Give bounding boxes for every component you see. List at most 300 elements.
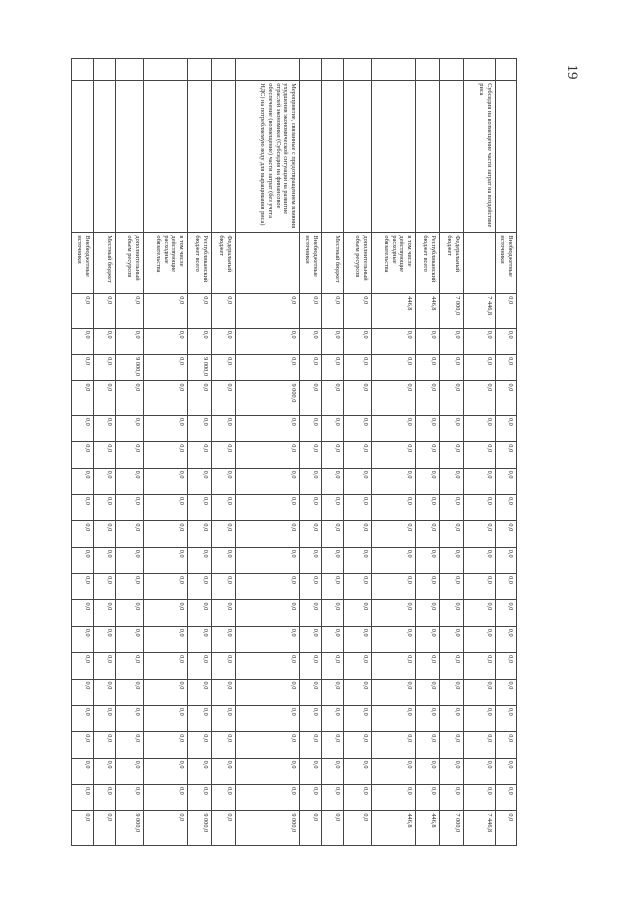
value-cell: 0,0 — [464, 758, 496, 784]
source-cell: Федеральный бюджет — [212, 233, 236, 294]
table-row — [440, 59, 464, 846]
value-cell: 9 000,0 — [236, 811, 300, 846]
measure-name-cell — [212, 81, 236, 233]
value-cell: 0,0 — [236, 626, 300, 652]
value-cell: 0,0 — [116, 626, 144, 652]
source-cell: Внебюджетные источники — [496, 233, 517, 294]
value-cell: 0,0 — [94, 521, 116, 547]
value-cell: 0,0 — [212, 705, 236, 731]
value-cell: 0,0 — [464, 653, 496, 679]
source-cell: Местный бюджет — [94, 233, 116, 294]
value-cell: 0,0 — [94, 574, 116, 600]
value-cell: 0,0 — [94, 468, 116, 494]
value-cell: 0,0 — [300, 521, 322, 547]
row-index-cell — [94, 59, 116, 81]
measure-name-cell — [322, 81, 344, 233]
value-cell: 0,0 — [212, 495, 236, 521]
value-cell: 0,0 — [440, 381, 464, 415]
value-cell: 0,0 — [372, 574, 416, 600]
value-cell: 0,0 — [72, 468, 94, 494]
value-cell: 0,0 — [212, 521, 236, 547]
value-cell: 0,0 — [188, 495, 212, 521]
value-cell: 7 446,8 — [464, 811, 496, 846]
value-cell: 0,0 — [144, 415, 188, 441]
value-cell: 0,0 — [322, 600, 344, 626]
value-cell: 0,0 — [188, 626, 212, 652]
value-cell: 0,0 — [416, 732, 440, 758]
value-cell: 0,0 — [300, 732, 322, 758]
value-cell: 0,0 — [72, 328, 94, 354]
value-cell: 0,0 — [322, 495, 344, 521]
value-cell: 0,0 — [440, 355, 464, 381]
value-cell: 0,0 — [116, 653, 144, 679]
value-cell: 0,0 — [372, 328, 416, 354]
value-cell: 0,0 — [94, 811, 116, 846]
value-cell: 0,0 — [372, 600, 416, 626]
value-cell: 0,0 — [440, 705, 464, 731]
table-row — [300, 59, 322, 846]
value-cell: 9 000,0 — [188, 355, 212, 381]
value-cell: 0,0 — [236, 328, 300, 354]
value-cell: 0,0 — [144, 355, 188, 381]
value-cell: 0,0 — [94, 653, 116, 679]
value-cell: 0,0 — [496, 294, 517, 328]
value-cell: 0,0 — [372, 705, 416, 731]
value-cell: 0,0 — [144, 705, 188, 731]
value-cell: 0,0 — [300, 355, 322, 381]
value-cell: 0,0 — [116, 574, 144, 600]
value-cell: 0,0 — [372, 784, 416, 810]
value-cell: 0,0 — [144, 442, 188, 468]
value-cell: 0,0 — [188, 442, 212, 468]
value-cell: 0,0 — [300, 784, 322, 810]
value-cell: 0,0 — [116, 415, 144, 441]
value-cell: 0,0 — [116, 294, 144, 328]
measure-name-cell — [116, 81, 144, 233]
source-cell: Внебюджетные источники — [300, 233, 322, 294]
value-cell: 0,0 — [322, 547, 344, 573]
measure-name-cell — [94, 81, 116, 233]
value-cell: 0,0 — [496, 732, 517, 758]
value-cell: 0,0 — [212, 442, 236, 468]
value-cell: 0,0 — [72, 415, 94, 441]
value-cell: 0,0 — [440, 574, 464, 600]
row-index-cell — [416, 59, 440, 81]
value-cell: 0,0 — [236, 468, 300, 494]
value-cell: 0,0 — [116, 442, 144, 468]
value-cell: 0,0 — [496, 521, 517, 547]
value-cell: 0,0 — [344, 600, 372, 626]
value-cell: 0,0 — [212, 468, 236, 494]
value-cell: 0,0 — [372, 732, 416, 758]
value-cell: 0,0 — [440, 442, 464, 468]
value-cell: 0,0 — [496, 679, 517, 705]
value-cell: 0,0 — [72, 521, 94, 547]
value-cell: 0,0 — [72, 547, 94, 573]
value-cell: 0,0 — [344, 328, 372, 354]
value-cell: 0,0 — [116, 679, 144, 705]
table-row — [416, 59, 440, 846]
value-cell: 0,0 — [212, 415, 236, 441]
value-cell: 7 000,0 — [440, 811, 464, 846]
value-cell: 0,0 — [72, 811, 94, 846]
value-cell: 0,0 — [464, 521, 496, 547]
value-cell: 0,0 — [464, 600, 496, 626]
value-cell: 0,0 — [496, 355, 517, 381]
value-cell: 0,0 — [372, 626, 416, 652]
value-cell: 0,0 — [188, 547, 212, 573]
value-cell: 0,0 — [188, 574, 212, 600]
value-cell: 0,0 — [94, 442, 116, 468]
source-cell: в том числе действующие расходные обязательства — [144, 233, 188, 294]
value-cell: 0,0 — [188, 653, 212, 679]
value-cell: 0,0 — [416, 705, 440, 731]
value-cell: 0,0 — [464, 574, 496, 600]
value-cell: 0,0 — [344, 381, 372, 415]
value-cell: 0,0 — [72, 705, 94, 731]
value-cell: 9 000,0 — [116, 355, 144, 381]
value-cell: 0,0 — [94, 328, 116, 354]
value-cell: 0,0 — [212, 784, 236, 810]
value-cell: 0,0 — [416, 758, 440, 784]
value-cell: 0,0 — [236, 442, 300, 468]
row-index-cell — [440, 59, 464, 81]
value-cell: 0,0 — [322, 521, 344, 547]
value-cell: 0,0 — [188, 600, 212, 626]
value-cell: 0,0 — [440, 547, 464, 573]
row-index-cell — [344, 59, 372, 81]
value-cell: 0,0 — [372, 468, 416, 494]
value-cell: 0,0 — [236, 521, 300, 547]
value-cell: 446,8 — [416, 811, 440, 846]
value-cell: 0,0 — [464, 415, 496, 441]
value-cell: 0,0 — [144, 294, 188, 328]
measure-name-cell — [144, 81, 188, 233]
value-cell: 0,0 — [322, 328, 344, 354]
value-cell: 0,0 — [440, 679, 464, 705]
value-cell: 0,0 — [440, 415, 464, 441]
value-cell: 0,0 — [236, 732, 300, 758]
value-cell: 0,0 — [322, 294, 344, 328]
value-cell: 0,0 — [496, 626, 517, 652]
value-cell: 0,0 — [188, 521, 212, 547]
value-cell: 0,0 — [116, 495, 144, 521]
value-cell: 0,0 — [464, 547, 496, 573]
row-index-cell — [188, 59, 212, 81]
value-cell: 0,0 — [344, 521, 372, 547]
value-cell: 7 446,8 — [464, 294, 496, 328]
value-cell: 0,0 — [72, 600, 94, 626]
value-cell: 0,0 — [344, 653, 372, 679]
budget-table — [71, 58, 517, 846]
value-cell: 0,0 — [440, 495, 464, 521]
value-cell: 0,0 — [496, 442, 517, 468]
value-cell: 0,0 — [300, 626, 322, 652]
value-cell: 0,0 — [464, 784, 496, 810]
table-row — [188, 59, 212, 846]
row-index-cell — [72, 59, 94, 81]
measure-name-cell — [300, 81, 322, 233]
value-cell: 0,0 — [322, 442, 344, 468]
value-cell: 0,0 — [300, 442, 322, 468]
value-cell: 0,0 — [188, 381, 212, 415]
source-cell: Республиканский бюджет всего — [188, 233, 212, 294]
value-cell: 0,0 — [496, 495, 517, 521]
measure-name-cell — [372, 81, 416, 233]
value-cell: 0,0 — [372, 355, 416, 381]
value-cell: 0,0 — [72, 442, 94, 468]
value-cell: 0,0 — [496, 811, 517, 846]
value-cell: 0,0 — [144, 811, 188, 846]
value-cell: 0,0 — [116, 328, 144, 354]
value-cell: 0,0 — [416, 442, 440, 468]
value-cell: 0,0 — [236, 758, 300, 784]
value-cell: 0,0 — [416, 626, 440, 652]
value-cell: 0,0 — [496, 415, 517, 441]
value-cell: 0,0 — [496, 784, 517, 810]
value-cell: 0,0 — [212, 811, 236, 846]
table-row — [212, 59, 236, 846]
table-row — [464, 59, 496, 846]
value-cell: 0,0 — [94, 758, 116, 784]
value-cell: 0,0 — [212, 600, 236, 626]
value-cell: 0,0 — [440, 758, 464, 784]
measure-name-cell — [188, 81, 212, 233]
value-cell: 0,0 — [72, 381, 94, 415]
value-cell: 0,0 — [116, 784, 144, 810]
value-cell: 0,0 — [300, 679, 322, 705]
value-cell: 0,0 — [416, 521, 440, 547]
value-cell: 0,0 — [116, 547, 144, 573]
value-cell: 0,0 — [72, 758, 94, 784]
value-cell: 0,0 — [116, 758, 144, 784]
measure-name-cell — [416, 81, 440, 233]
value-cell: 0,0 — [94, 355, 116, 381]
value-cell: 0,0 — [94, 705, 116, 731]
value-cell: 0,0 — [344, 495, 372, 521]
value-cell: 7 000,0 — [440, 294, 464, 328]
value-cell: 0,0 — [416, 328, 440, 354]
value-cell: 0,0 — [416, 679, 440, 705]
value-cell: 0,0 — [300, 811, 322, 846]
value-cell: 0,0 — [344, 679, 372, 705]
value-cell: 0,0 — [236, 653, 300, 679]
value-cell: 0,0 — [212, 355, 236, 381]
value-cell: 0,0 — [464, 495, 496, 521]
value-cell: 0,0 — [322, 574, 344, 600]
value-cell: 0,0 — [344, 811, 372, 846]
source-cell: Местный бюджет — [322, 233, 344, 294]
value-cell: 0,0 — [372, 521, 416, 547]
value-cell: 0,0 — [300, 758, 322, 784]
value-cell: 0,0 — [416, 381, 440, 415]
value-cell: 0,0 — [72, 732, 94, 758]
value-cell: 0,0 — [72, 626, 94, 652]
value-cell: 0,0 — [344, 415, 372, 441]
value-cell: 0,0 — [344, 442, 372, 468]
value-cell: 0,0 — [144, 653, 188, 679]
value-cell: 446,8 — [372, 811, 416, 846]
measure-name-cell — [496, 81, 517, 233]
source-cell: Республиканский бюджет всего — [416, 233, 440, 294]
value-cell: 0,0 — [372, 381, 416, 415]
value-cell: 0,0 — [144, 495, 188, 521]
row-index-cell — [300, 59, 322, 81]
value-cell: 0,0 — [300, 468, 322, 494]
value-cell: 0,0 — [236, 294, 300, 328]
value-cell: 0,0 — [372, 758, 416, 784]
value-cell: 0,0 — [72, 784, 94, 810]
value-cell: 0,0 — [236, 547, 300, 573]
table-row — [72, 59, 94, 846]
value-cell: 0,0 — [416, 415, 440, 441]
value-cell: 0,0 — [236, 705, 300, 731]
source-cell — [236, 233, 300, 294]
value-cell: 0,0 — [300, 653, 322, 679]
table-row — [94, 59, 116, 846]
value-cell: 0,0 — [372, 442, 416, 468]
value-cell: 0,0 — [464, 705, 496, 731]
value-cell: 0,0 — [464, 679, 496, 705]
value-cell: 0,0 — [188, 415, 212, 441]
row-index-cell — [372, 59, 416, 81]
value-cell: 0,0 — [464, 732, 496, 758]
value-cell: 0,0 — [440, 626, 464, 652]
value-cell: 0,0 — [144, 784, 188, 810]
value-cell: 0,0 — [322, 468, 344, 494]
value-cell: 0,0 — [344, 355, 372, 381]
value-cell: 0,0 — [372, 653, 416, 679]
value-cell: 0,0 — [300, 415, 322, 441]
source-cell — [464, 233, 496, 294]
value-cell: 0,0 — [212, 679, 236, 705]
value-cell: 0,0 — [144, 758, 188, 784]
value-cell: 0,0 — [236, 355, 300, 381]
value-cell: 0,0 — [94, 600, 116, 626]
value-cell: 9 000,0 — [116, 811, 144, 846]
value-cell: 0,0 — [344, 758, 372, 784]
value-cell: 0,0 — [72, 679, 94, 705]
value-cell: 0,0 — [212, 547, 236, 573]
value-cell: 0,0 — [116, 521, 144, 547]
value-cell: 0,0 — [344, 626, 372, 652]
value-cell: 0,0 — [72, 495, 94, 521]
value-cell: 0,0 — [416, 468, 440, 494]
value-cell: 0,0 — [94, 381, 116, 415]
value-cell: 0,0 — [464, 355, 496, 381]
value-cell: 0,0 — [344, 547, 372, 573]
value-cell: 0,0 — [188, 758, 212, 784]
value-cell: 0,0 — [144, 381, 188, 415]
value-cell: 0,0 — [188, 705, 212, 731]
value-cell: 0,0 — [236, 574, 300, 600]
value-cell: 0,0 — [212, 626, 236, 652]
value-cell: 9 000,0 — [188, 811, 212, 846]
page-number: 19 — [564, 64, 581, 80]
value-cell: 0,0 — [416, 600, 440, 626]
table-row — [116, 59, 144, 846]
value-cell: 0,0 — [94, 415, 116, 441]
value-cell: 0,0 — [144, 521, 188, 547]
value-cell: 0,0 — [322, 653, 344, 679]
value-cell: 0,0 — [94, 626, 116, 652]
value-cell: 0,0 — [212, 758, 236, 784]
value-cell: 0,0 — [236, 784, 300, 810]
value-cell: 0,0 — [236, 679, 300, 705]
value-cell: 0,0 — [188, 784, 212, 810]
value-cell: 0,0 — [372, 415, 416, 441]
table-row — [344, 59, 372, 846]
value-cell: 0,0 — [322, 381, 344, 415]
source-cell: дополнительный объем ресурсов — [116, 233, 144, 294]
value-cell: 0,0 — [236, 600, 300, 626]
value-cell: 0,0 — [212, 574, 236, 600]
value-cell: 0,0 — [496, 547, 517, 573]
value-cell: 0,0 — [144, 547, 188, 573]
row-index-cell — [322, 59, 344, 81]
source-cell: Федеральный бюджет — [440, 233, 464, 294]
value-cell: 0,0 — [94, 784, 116, 810]
value-cell: 0,0 — [188, 732, 212, 758]
value-cell: 0,0 — [144, 468, 188, 494]
value-cell: 0,0 — [236, 495, 300, 521]
value-cell: 0,0 — [416, 653, 440, 679]
value-cell: 0,0 — [322, 705, 344, 731]
value-cell: 0,0 — [322, 758, 344, 784]
value-cell: 0,0 — [212, 732, 236, 758]
value-cell: 0,0 — [300, 705, 322, 731]
value-cell: 0,0 — [116, 705, 144, 731]
source-cell: в том числе действующие расходные обязательства — [372, 233, 416, 294]
value-cell: 0,0 — [344, 784, 372, 810]
value-cell: 0,0 — [440, 328, 464, 354]
value-cell: 0,0 — [212, 328, 236, 354]
value-cell: 0,0 — [322, 732, 344, 758]
value-cell: 0,0 — [300, 574, 322, 600]
value-cell: 0,0 — [440, 653, 464, 679]
value-cell: 0,0 — [94, 547, 116, 573]
value-cell: 0,0 — [416, 574, 440, 600]
value-cell: 0,0 — [496, 705, 517, 731]
value-cell: 0,0 — [144, 732, 188, 758]
value-cell: 0,0 — [144, 328, 188, 354]
value-cell: 0,0 — [416, 784, 440, 810]
value-cell: 0,0 — [236, 415, 300, 441]
row-index-cell — [116, 59, 144, 81]
value-cell: 0,0 — [300, 495, 322, 521]
value-cell: 0,0 — [372, 547, 416, 573]
value-cell: 0,0 — [188, 468, 212, 494]
value-cell: 0,0 — [72, 574, 94, 600]
value-cell: 0,0 — [72, 653, 94, 679]
value-cell: 0,0 — [94, 679, 116, 705]
value-cell: 0,0 — [94, 732, 116, 758]
value-cell: 0,0 — [496, 653, 517, 679]
value-cell: 0,0 — [440, 600, 464, 626]
value-cell: 0,0 — [344, 732, 372, 758]
value-cell: 0,0 — [464, 626, 496, 652]
value-cell: 0,0 — [322, 626, 344, 652]
value-cell: 0,0 — [322, 415, 344, 441]
source-cell: Внебюджетные источники — [72, 233, 94, 294]
value-cell: 0,0 — [144, 679, 188, 705]
measure-name-cell — [440, 81, 464, 233]
value-cell: 0,0 — [440, 521, 464, 547]
budget-table-frame — [76, 58, 517, 846]
measure-name-cell: Субсидия на возмещение части затрат на воздействие риса — [464, 81, 496, 233]
value-cell: 0,0 — [464, 442, 496, 468]
value-cell: 0,0 — [188, 294, 212, 328]
